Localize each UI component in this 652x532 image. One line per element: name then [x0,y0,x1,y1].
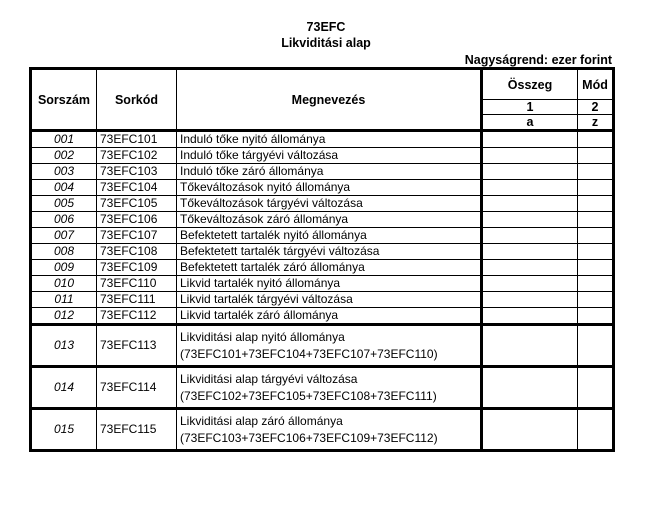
amount-cell[interactable] [482,148,578,164]
header-sorszam: Sorszám [31,69,97,131]
row-name-cell [177,325,482,367]
header-mod-number: 2 [578,100,614,115]
row-number: 013 [31,325,97,367]
row-code: 73EFC105 [97,196,177,212]
mode-cell[interactable] [578,367,614,409]
amount-cell[interactable] [482,276,578,292]
row-code: 73EFC102 [97,148,177,164]
table-row [31,228,614,244]
row-name: Likvid tartalék záró állománya [177,308,482,325]
mode-cell[interactable] [578,148,614,164]
row-name-cell [177,367,482,409]
form-title: Likviditási alap [281,36,371,50]
table-row [31,212,614,228]
row-code: 73EFC110 [97,276,177,292]
header-osszeg-number: 1 [482,100,578,115]
table-row [31,196,614,212]
row-number: 015 [31,409,97,451]
mode-cell[interactable] [578,228,614,244]
row-name: Tőkeváltozások záró állománya [177,212,482,228]
row-name: Tőkeváltozások nyitó állománya [177,180,482,196]
amount-cell[interactable] [482,244,578,260]
row-name: Tőkeváltozások tárgyévi változása [177,196,482,212]
row-number: 011 [31,292,97,308]
row-number: 005 [31,196,97,212]
row-name: Befektetett tartalék záró állománya [177,260,482,276]
amount-cell[interactable] [482,325,578,367]
mode-cell[interactable] [578,292,614,308]
amount-cell[interactable] [482,180,578,196]
unit-note: Nagyságrend: ezer forint [464,53,612,67]
mode-cell[interactable] [578,212,614,228]
table-row [31,131,614,148]
mode-cell[interactable] [578,409,614,451]
mode-cell[interactable] [578,260,614,276]
row-code: 73EFC101 [97,131,177,148]
amount-cell[interactable] [482,292,578,308]
row-number: 001 [31,131,97,148]
row-name: Likvid tartalék nyitó állománya [177,276,482,292]
row-number: 003 [31,164,97,180]
table-row [31,148,614,164]
row-name-cell [177,409,482,451]
row-name: Induló tőke záró állománya [177,164,482,180]
row-code: 73EFC108 [97,244,177,260]
amount-cell[interactable] [482,228,578,244]
mode-cell[interactable] [578,244,614,260]
row-name: Induló tőke nyitó állománya [177,131,482,148]
amount-cell[interactable] [482,164,578,180]
row-number: 012 [31,308,97,325]
row-name: Befektetett tartalék nyitó állománya [177,228,482,244]
header-osszeg-letter: a [482,115,578,131]
row-code: 73EFC114 [97,367,177,409]
row-name: Likviditási alap záró állománya [180,413,343,428]
row-number: 014 [31,367,97,409]
table-row [31,164,614,180]
table-row [31,276,614,292]
row-code: 73EFC115 [97,409,177,451]
row-code: 73EFC112 [97,308,177,325]
row-name: Likviditási alap nyitó állománya [180,329,345,344]
header-megnevezes: Megnevezés [177,69,482,131]
table-row [31,367,614,409]
liquidity-fund-table [29,67,615,452]
amount-cell[interactable] [482,260,578,276]
row-code: 73EFC111 [97,292,177,308]
amount-cell[interactable] [482,131,578,148]
amount-cell[interactable] [482,367,578,409]
mode-cell[interactable] [578,131,614,148]
mode-cell[interactable] [578,308,614,325]
row-name: Induló tőke tárgyévi változása [177,148,482,164]
header-mod: Mód [578,69,614,100]
row-formula: (73EFC103+73EFC106+73EFC109+73EFC112) [180,430,438,445]
mode-cell[interactable] [578,325,614,367]
amount-cell[interactable] [482,196,578,212]
amount-cell[interactable] [482,212,578,228]
row-name: Likvid tartalék tárgyévi változása [177,292,482,308]
amount-cell[interactable] [482,308,578,325]
table-row [31,409,614,451]
row-number: 008 [31,244,97,260]
header-mod-letter: z [578,115,614,131]
row-formula: (73EFC102+73EFC105+73EFC108+73EFC111) [180,388,437,403]
row-code: 73EFC103 [97,164,177,180]
mode-cell[interactable] [578,196,614,212]
table-row [31,325,614,367]
table-row [31,180,614,196]
row-code: 73EFC104 [97,180,177,196]
header-sorkod: Sorkód [97,69,177,131]
row-code: 73EFC113 [97,325,177,367]
form-code-title: 73EFC [306,20,346,34]
table-row [31,292,614,308]
row-code: 73EFC106 [97,212,177,228]
row-code: 73EFC109 [97,260,177,276]
amount-cell[interactable] [482,409,578,451]
row-number: 010 [31,276,97,292]
row-name: Likviditási alap tárgyévi változása [180,371,358,386]
mode-cell[interactable] [578,180,614,196]
table-row [31,260,614,276]
mode-cell[interactable] [578,276,614,292]
row-number: 009 [31,260,97,276]
row-number: 002 [31,148,97,164]
row-name: Befektetett tartalék tárgyévi változása [177,244,482,260]
row-number: 007 [31,228,97,244]
mode-cell[interactable] [578,164,614,180]
row-number: 004 [31,180,97,196]
table-row [31,244,614,260]
header-osszeg: Összeg [482,69,578,100]
row-formula: (73EFC101+73EFC104+73EFC107+73EFC110) [180,346,438,361]
row-number: 006 [31,212,97,228]
table-row [31,308,614,325]
row-code: 73EFC107 [97,228,177,244]
